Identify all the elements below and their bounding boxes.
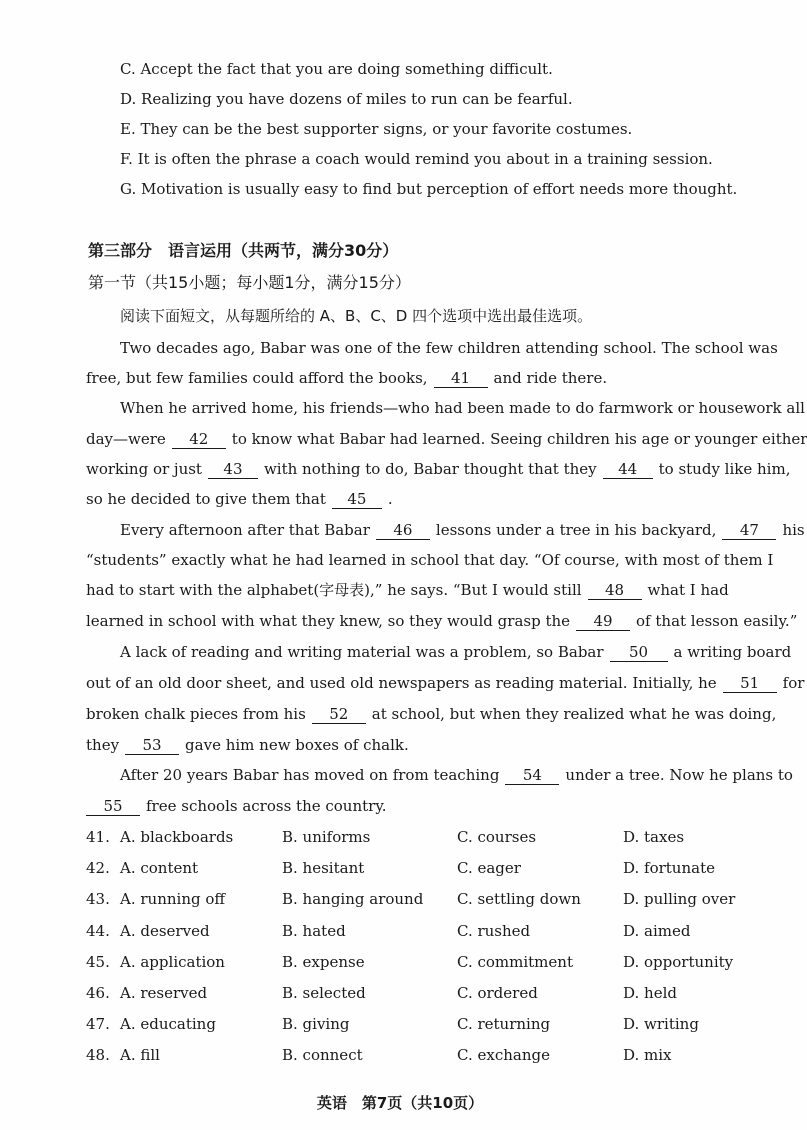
blank-47: 47 xyxy=(722,522,776,540)
choice-c: C. exchange xyxy=(457,1046,550,1065)
question-row xyxy=(86,952,766,983)
choice-c: C. settling down xyxy=(457,890,581,909)
passage-line: day—were 42 to know what Babar had learned. Seeing children his age or younger either xyxy=(86,430,807,448)
passage-line: free, but few families could afford the books, 41 and ride there. xyxy=(86,369,608,387)
passage-line: they 53 gave him new boxes of chalk. xyxy=(86,736,409,754)
question-number: 48. xyxy=(86,1046,110,1065)
question-row xyxy=(86,827,766,858)
blank-51: 51 xyxy=(723,675,777,693)
choice-c: C. courses xyxy=(457,828,537,846)
blank-45: 45 xyxy=(332,491,382,509)
option-d: D. Realizing you have dozens of miles to run can be fearful. xyxy=(120,90,573,108)
choice-a: A. educating xyxy=(120,1015,216,1034)
question-number: 47. xyxy=(86,1015,110,1034)
passage-line: so he decided to give them that 45 . xyxy=(86,490,393,508)
passage-line: out of an old door sheet, and used old newspapers as reading material. Initially, he 51 for xyxy=(86,674,805,692)
answer-choices xyxy=(86,827,766,1077)
subsection-heading: 第一节（共15小题；每小题1分，满分15分） xyxy=(88,273,411,292)
blank-53: 53 xyxy=(125,737,179,755)
question-row xyxy=(86,983,766,1014)
choice-b: B. expense xyxy=(282,952,365,971)
blank-49: 49 xyxy=(576,613,630,631)
question-number: 45. xyxy=(86,952,110,971)
instruction: 阅读下面短文，从每题所给的 A、B、C、D 四个选项中选出最佳选项。 xyxy=(120,307,593,325)
choice-b: B. selected xyxy=(282,983,366,1002)
choice-d: D. writing xyxy=(623,1015,699,1034)
passage-line: Two decades ago, Babar was one of the few children attending school. The school was xyxy=(120,339,778,357)
choice-b: B. hanging around xyxy=(282,890,424,909)
choice-d: D. fortunate xyxy=(623,859,715,878)
option-e: E. They can be the best supporter signs, or your favorite costumes. xyxy=(120,120,633,138)
question-row xyxy=(86,889,766,920)
page-footer: 英语 第7页（共10页） xyxy=(316,1094,484,1112)
passage-line: A lack of reading and writing material was a problem, so Babar 50 a writing board xyxy=(120,643,792,661)
passage-line: After 20 years Babar has moved on from teaching 54 under a tree. Now he plans to xyxy=(120,766,793,784)
choice-a: A. application xyxy=(120,952,225,971)
choice-a: A. deserved xyxy=(120,921,210,940)
question-row xyxy=(86,1014,766,1045)
choice-c: C. returning xyxy=(457,1015,551,1034)
passage-line: Every afternoon after that Babar 46 lessons under a tree in his backyard, 47 his xyxy=(120,521,805,539)
question-row xyxy=(86,858,766,889)
choice-d: D. mix xyxy=(623,1046,672,1065)
blank-55: 55 xyxy=(86,798,140,816)
choice-d: D. aimed xyxy=(623,921,691,940)
choice-d: D. pulling over xyxy=(623,890,736,909)
question-number: 43. xyxy=(86,890,110,909)
choice-a: A. content xyxy=(120,859,199,878)
question-number: 42. xyxy=(86,859,110,878)
choice-a: A. blackboards xyxy=(120,828,234,846)
choice-c: C. commitment xyxy=(457,952,573,971)
blank-52: 52 xyxy=(312,706,366,724)
choice-d: D. taxes xyxy=(623,828,685,846)
choice-a: A. fill xyxy=(120,1046,160,1065)
blank-46: 46 xyxy=(376,522,430,540)
blank-44: 44 xyxy=(603,461,653,479)
passage-line: broken chalk pieces from his 52 at school, but when they realized what he was doing, xyxy=(86,705,777,723)
passage-line: “students” exactly what he had learned in school that day. “Of course, with most of them I xyxy=(86,551,774,569)
question-row xyxy=(86,1045,766,1076)
choice-c: C. eager xyxy=(457,859,521,878)
question-number: 41. xyxy=(86,828,110,846)
blank-48: 48 xyxy=(588,582,642,600)
choice-c: C. ordered xyxy=(457,983,538,1002)
blank-43: 43 xyxy=(208,461,258,479)
section-heading: 第三部分 语言运用（共两节，满分30分） xyxy=(88,241,399,260)
passage-line: learned in school with what they knew, so they would grasp the 49 of that lesson easily.” xyxy=(86,612,798,630)
passage-line: 55 free schools across the country. xyxy=(86,796,387,816)
choice-d: D. held xyxy=(623,983,677,1002)
choice-b: B. hesitant xyxy=(282,859,365,878)
blank-42: 42 xyxy=(172,431,226,449)
choice-b: B. giving xyxy=(282,1015,350,1034)
choice-a: A. reserved xyxy=(120,983,208,1002)
passage-line: working or just 43 with nothing to do, Babar thought that they 44 to study like him, xyxy=(86,460,791,478)
question-row xyxy=(86,921,766,952)
passage-line: had to start with the alphabet(字母表),” he says. “But I would still 48 what I had xyxy=(86,581,729,599)
question-number: 44. xyxy=(86,921,110,940)
choice-b: B. uniforms xyxy=(282,828,371,846)
choice-b: B. hated xyxy=(282,921,346,940)
choice-a: A. running off xyxy=(120,890,226,909)
question-number: 46. xyxy=(86,983,110,1002)
blank-41: 41 xyxy=(434,370,488,388)
passage-line: When he arrived home, his friends—who had been made to do farmwork or housework all xyxy=(120,399,805,417)
blank-54: 54 xyxy=(505,767,559,785)
option-g: G. Motivation is usually easy to find but perception of effort needs more thought. xyxy=(120,180,738,198)
choice-d: D. opportunity xyxy=(623,952,734,971)
blank-50: 50 xyxy=(610,644,668,662)
choice-c: C. rushed xyxy=(457,921,531,940)
option-f: F. It is often the phrase a coach would remind you about in a training session. xyxy=(120,150,713,168)
option-c: C. Accept the fact that you are doing something difficult. xyxy=(120,60,553,78)
choice-b: B. connect xyxy=(282,1046,363,1065)
